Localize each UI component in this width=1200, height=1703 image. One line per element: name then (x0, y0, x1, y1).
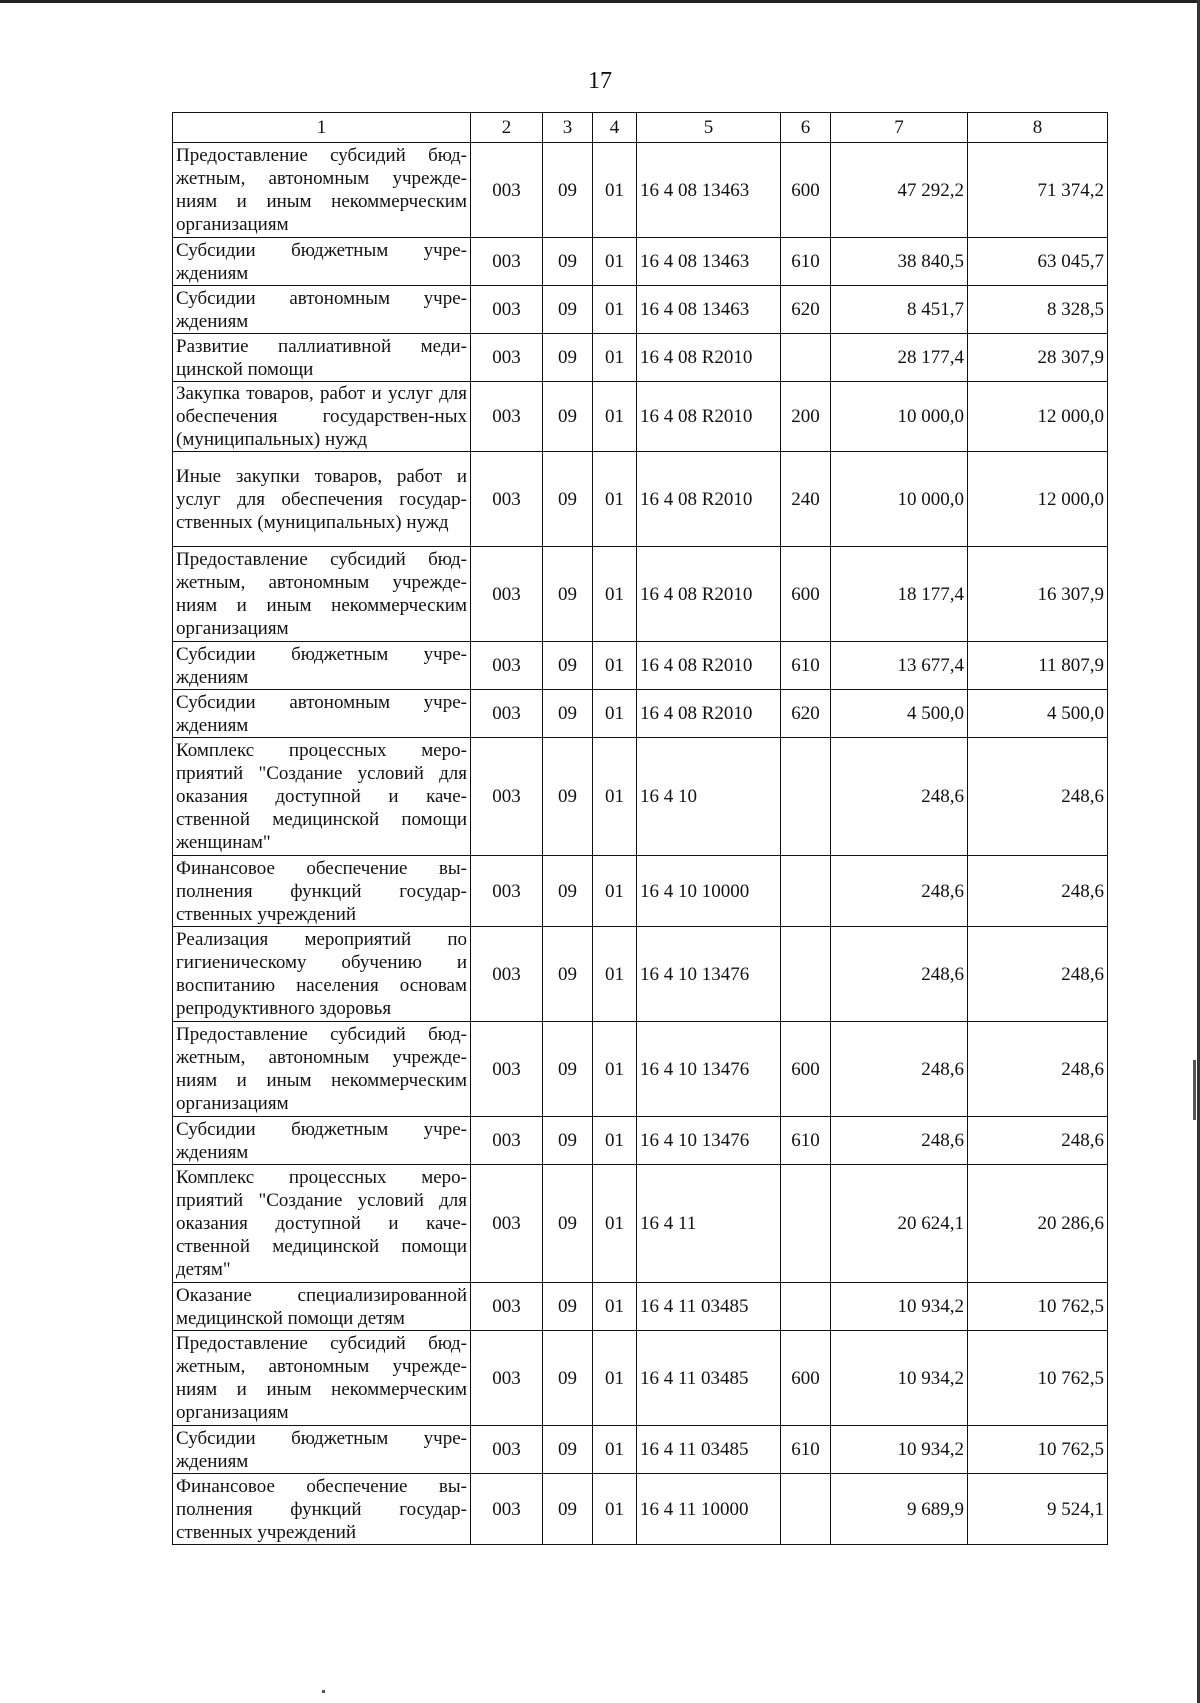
col5-value: 16 4 08 13463 (637, 286, 781, 334)
table-row (173, 452, 1108, 547)
col4-value: 01 (593, 547, 637, 642)
table-row (173, 143, 1108, 238)
row-name: Субсидии бюджетным учре-ждениям (173, 238, 471, 286)
col8-value: 248,6 (968, 738, 1108, 856)
col8-value: 248,6 (968, 1117, 1108, 1165)
col5-value: 16 4 08 R2010 (637, 642, 781, 690)
col2-value: 003 (471, 1283, 543, 1331)
column-header: 7 (831, 113, 968, 143)
row-name: Иные закупки товаров, работ и услуг для обеспечения государ-ственных (муниципальных) нужд (173, 452, 471, 547)
table-row (173, 1474, 1108, 1545)
col2-value: 003 (471, 143, 543, 238)
col7-value: 248,6 (831, 1022, 968, 1117)
col6-value (781, 1283, 831, 1331)
col5-value: 16 4 08 R2010 (637, 547, 781, 642)
col8-value: 12 000,0 (968, 452, 1108, 547)
col3-value: 09 (543, 1117, 593, 1165)
column-header: 4 (593, 113, 637, 143)
col2-value: 003 (471, 1331, 543, 1426)
col2-value: 003 (471, 286, 543, 334)
col6-value (781, 927, 831, 1022)
col4-value: 01 (593, 1474, 637, 1545)
col3-value: 09 (543, 1165, 593, 1283)
scan-mark (322, 1690, 325, 1693)
row-name: Закупка товаров, работ и услуг для обеспечения государствен-ных (муниципальных) нужд (173, 382, 471, 452)
col7-value: 20 624,1 (831, 1165, 968, 1283)
col3-value: 09 (543, 1283, 593, 1331)
col8-value: 20 286,6 (968, 1165, 1108, 1283)
col6-value: 600 (781, 1331, 831, 1426)
row-name: Субсидии автономным учре-ждениям (173, 286, 471, 334)
column-header: 8 (968, 113, 1108, 143)
col8-value: 248,6 (968, 1022, 1108, 1117)
col7-value: 28 177,4 (831, 334, 968, 382)
col2-value: 003 (471, 238, 543, 286)
col3-value: 09 (543, 1022, 593, 1117)
col7-value: 10 934,2 (831, 1426, 968, 1474)
budget-table (172, 112, 1108, 1545)
col5-value: 16 4 08 R2010 (637, 690, 781, 738)
col7-value: 10 000,0 (831, 452, 968, 547)
row-name: Финансовое обеспечение вы-полнения функций государ-ственных учреждений (173, 856, 471, 927)
col5-value: 16 4 08 R2010 (637, 382, 781, 452)
col7-value: 4 500,0 (831, 690, 968, 738)
col5-value: 16 4 11 03485 (637, 1331, 781, 1426)
col7-value: 248,6 (831, 738, 968, 856)
col7-value: 248,6 (831, 927, 968, 1022)
col6-value: 600 (781, 1022, 831, 1117)
col2-value: 003 (471, 382, 543, 452)
row-name: Реализация мероприятий по гигиеническому обучению и воспитанию населения основам репродуктивного здоровья (173, 927, 471, 1022)
col8-value: 12 000,0 (968, 382, 1108, 452)
col2-value: 003 (471, 1426, 543, 1474)
col8-value: 248,6 (968, 927, 1108, 1022)
table-row (173, 1022, 1108, 1117)
col2-value: 003 (471, 927, 543, 1022)
col2-value: 003 (471, 856, 543, 927)
col4-value: 01 (593, 1022, 637, 1117)
table-row (173, 738, 1108, 856)
table-row (173, 1331, 1108, 1426)
col4-value: 01 (593, 1165, 637, 1283)
col6-value (781, 334, 831, 382)
col8-value: 10 762,5 (968, 1426, 1108, 1474)
col5-value: 16 4 08 13463 (637, 143, 781, 238)
col2-value: 003 (471, 1117, 543, 1165)
col4-value: 01 (593, 1117, 637, 1165)
col6-value (781, 1474, 831, 1545)
col4-value: 01 (593, 286, 637, 334)
col6-value (781, 856, 831, 927)
col3-value: 09 (543, 927, 593, 1022)
col3-value: 09 (543, 1331, 593, 1426)
table-row (173, 690, 1108, 738)
column-header: 6 (781, 113, 831, 143)
col3-value: 09 (543, 738, 593, 856)
col5-value: 16 4 08 R2010 (637, 452, 781, 547)
col5-value: 16 4 10 (637, 738, 781, 856)
col3-value: 09 (543, 382, 593, 452)
col6-value: 240 (781, 452, 831, 547)
col3-value: 09 (543, 1426, 593, 1474)
col5-value: 16 4 08 13463 (637, 238, 781, 286)
col7-value: 10 934,2 (831, 1331, 968, 1426)
col8-value: 11 807,9 (968, 642, 1108, 690)
col3-value: 09 (543, 642, 593, 690)
table-row (173, 856, 1108, 927)
row-name: Предоставление субсидий бюд-жетным, автономным учрежде-ниям и иным некоммерческим организациям (173, 1331, 471, 1426)
col4-value: 01 (593, 927, 637, 1022)
row-name: Предоставление субсидий бюд-жетным, автономным учрежде-ниям и иным некоммерческим организациям (173, 547, 471, 642)
row-name: Субсидии автономным учре-ждениям (173, 690, 471, 738)
column-header-row (173, 113, 1108, 143)
col7-value: 18 177,4 (831, 547, 968, 642)
table-row (173, 334, 1108, 382)
col2-value: 003 (471, 547, 543, 642)
col4-value: 01 (593, 1426, 637, 1474)
col8-value: 71 374,2 (968, 143, 1108, 238)
col2-value: 003 (471, 642, 543, 690)
col8-value: 63 045,7 (968, 238, 1108, 286)
col6-value (781, 738, 831, 856)
col8-value: 28 307,9 (968, 334, 1108, 382)
col8-value: 8 328,5 (968, 286, 1108, 334)
col4-value: 01 (593, 143, 637, 238)
col2-value: 003 (471, 1022, 543, 1117)
col8-value: 10 762,5 (968, 1331, 1108, 1426)
col4-value: 01 (593, 382, 637, 452)
row-name: Финансовое обеспечение вы-полнения функций государ-ственных учреждений (173, 1474, 471, 1545)
col7-value: 248,6 (831, 1117, 968, 1165)
col8-value: 16 307,9 (968, 547, 1108, 642)
col2-value: 003 (471, 1165, 543, 1283)
col7-value: 8 451,7 (831, 286, 968, 334)
col3-value: 09 (543, 143, 593, 238)
col6-value: 200 (781, 382, 831, 452)
table-row (173, 927, 1108, 1022)
col5-value: 16 4 10 13476 (637, 927, 781, 1022)
col7-value: 10 934,2 (831, 1283, 968, 1331)
row-name: Субсидии бюджетным учре-ждениям (173, 1117, 471, 1165)
col7-value: 47 292,2 (831, 143, 968, 238)
col4-value: 01 (593, 690, 637, 738)
col5-value: 16 4 11 03485 (637, 1426, 781, 1474)
col7-value: 248,6 (831, 856, 968, 927)
col3-value: 09 (543, 286, 593, 334)
table-row (173, 1283, 1108, 1331)
col4-value: 01 (593, 238, 637, 286)
col2-value: 003 (471, 738, 543, 856)
row-name: Предоставление субсидий бюд-жетным, автономным учрежде-ниям и иным некоммерческим организациям (173, 1022, 471, 1117)
col2-value: 003 (471, 1474, 543, 1545)
col8-value: 4 500,0 (968, 690, 1108, 738)
col6-value: 620 (781, 690, 831, 738)
col4-value: 01 (593, 1283, 637, 1331)
col5-value: 16 4 10 13476 (637, 1022, 781, 1117)
col2-value: 003 (471, 690, 543, 738)
col6-value: 600 (781, 143, 831, 238)
col8-value: 10 762,5 (968, 1283, 1108, 1331)
col7-value: 10 000,0 (831, 382, 968, 452)
col3-value: 09 (543, 238, 593, 286)
column-header: 1 (173, 113, 471, 143)
col3-value: 09 (543, 334, 593, 382)
col6-value: 610 (781, 1117, 831, 1165)
table-row (173, 1165, 1108, 1283)
table-row (173, 238, 1108, 286)
col4-value: 01 (593, 1331, 637, 1426)
column-header: 5 (637, 113, 781, 143)
table-row (173, 1117, 1108, 1165)
col3-value: 09 (543, 690, 593, 738)
table-row (173, 1426, 1108, 1474)
col5-value: 16 4 10 10000 (637, 856, 781, 927)
col6-value: 600 (781, 547, 831, 642)
col4-value: 01 (593, 642, 637, 690)
col6-value: 610 (781, 642, 831, 690)
row-name: Субсидии бюджетным учре-ждениям (173, 642, 471, 690)
row-name: Субсидии бюджетным учре-ждениям (173, 1426, 471, 1474)
table-row (173, 286, 1108, 334)
table-row (173, 642, 1108, 690)
col6-value (781, 1165, 831, 1283)
col4-value: 01 (593, 738, 637, 856)
col6-value: 620 (781, 286, 831, 334)
col3-value: 09 (543, 452, 593, 547)
col6-value: 610 (781, 238, 831, 286)
col5-value: 16 4 08 R2010 (637, 334, 781, 382)
row-name: Комплекс процессных меро-приятий "Создание условий для оказания доступной и каче-ственной медицинской помощи детям" (173, 1165, 471, 1283)
col4-value: 01 (593, 856, 637, 927)
col6-value: 610 (781, 1426, 831, 1474)
col5-value: 16 4 11 03485 (637, 1283, 781, 1331)
col5-value: 16 4 10 13476 (637, 1117, 781, 1165)
table-row (173, 547, 1108, 642)
col4-value: 01 (593, 452, 637, 547)
col2-value: 003 (471, 334, 543, 382)
page-number: 17 (588, 68, 612, 94)
scan-edge-top (0, 0, 1200, 3)
col5-value: 16 4 11 10000 (637, 1474, 781, 1545)
col3-value: 09 (543, 856, 593, 927)
col7-value: 9 689,9 (831, 1474, 968, 1545)
row-name: Предоставление субсидий бюд-жетным, автономным учрежде-ниям и иным некоммерческим организациям (173, 143, 471, 238)
scan-mark (1193, 1060, 1196, 1120)
column-header: 2 (471, 113, 543, 143)
column-header: 3 (543, 113, 593, 143)
col2-value: 003 (471, 452, 543, 547)
col5-value: 16 4 11 (637, 1165, 781, 1283)
col3-value: 09 (543, 1474, 593, 1545)
col8-value: 9 524,1 (968, 1474, 1108, 1545)
row-name: Оказание специализированной медицинской помощи детям (173, 1283, 471, 1331)
col4-value: 01 (593, 334, 637, 382)
col3-value: 09 (543, 547, 593, 642)
table-row (173, 382, 1108, 452)
row-name: Развитие паллиативной меди-цинской помощи (173, 334, 471, 382)
col7-value: 13 677,4 (831, 642, 968, 690)
row-name: Комплекс процессных меро-приятий "Создание условий для оказания доступной и каче-ственной медицинской помощи женщинам" (173, 738, 471, 856)
col8-value: 248,6 (968, 856, 1108, 927)
col7-value: 38 840,5 (831, 238, 968, 286)
